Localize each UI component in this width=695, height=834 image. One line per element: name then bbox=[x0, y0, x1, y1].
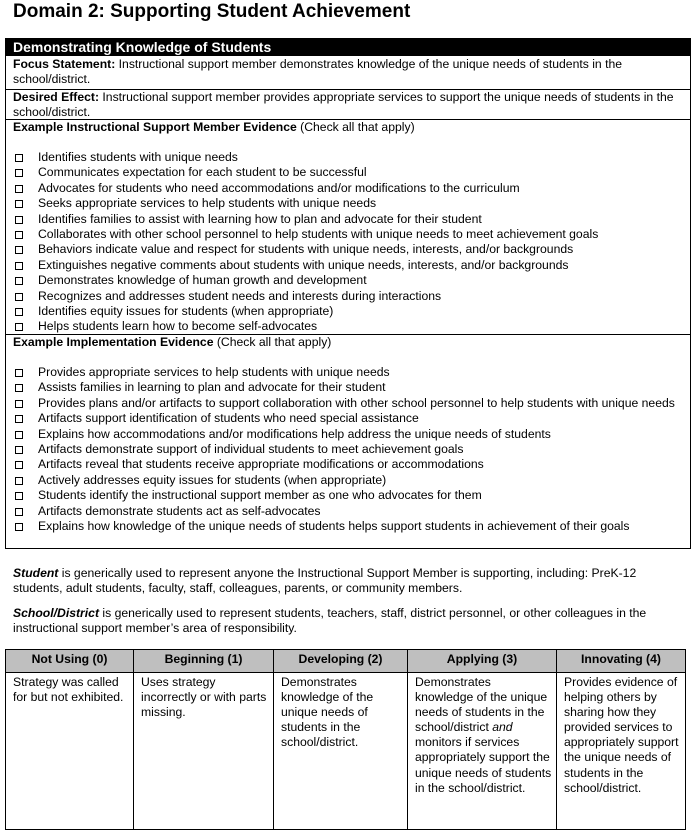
support-evidence-hint: (Check all that apply) bbox=[296, 120, 415, 134]
implementation-evidence-item bbox=[13, 504, 687, 519]
support-evidence-item bbox=[13, 227, 687, 242]
implementation-evidence-item bbox=[13, 427, 687, 442]
support-evidence-item bbox=[13, 289, 687, 304]
implementation-evidence-item bbox=[13, 411, 687, 426]
implementation-evidence-heading bbox=[13, 335, 685, 350]
scale-cell-beginning: Uses strategy incorrectly or with parts missing. bbox=[134, 673, 274, 830]
student-definition-text: is generically used to represent anyone the Instructional Support Member is supporting, including: PreK-12 students, adult students, faculty, staff, colleagues, parents, or community members. bbox=[13, 566, 637, 595]
evidence-checkbox[interactable] bbox=[15, 216, 23, 224]
desired-label: Desired Effect: bbox=[13, 90, 100, 104]
implementation-evidence-item bbox=[13, 396, 687, 411]
evidence-checkbox[interactable] bbox=[15, 477, 23, 485]
evidence-text: Actively addresses equity issues for students (when appropriate) bbox=[38, 472, 387, 487]
domain-title: Domain 2: Supporting Student Achievement bbox=[13, 1, 411, 22]
student-term: Student bbox=[13, 566, 59, 580]
support-evidence-item bbox=[13, 150, 687, 165]
support-evidence-item bbox=[13, 181, 687, 196]
evidence-checkbox[interactable] bbox=[15, 492, 23, 500]
focus-statement bbox=[13, 57, 685, 87]
implementation-evidence-item bbox=[13, 442, 687, 457]
evidence-text: Behaviors indicate value and respect for students with unique needs, interests, and/or backgrounds bbox=[38, 242, 574, 257]
support-evidence-item bbox=[13, 165, 687, 180]
scale-header-innovating: Innovating (4) bbox=[557, 650, 686, 673]
evidence-text: Artifacts reveal that students receive appropriate modifications or accommodations bbox=[38, 457, 484, 472]
evidence-text: Collaborates with other school personnel to help students with unique needs to meet achievement goals bbox=[38, 227, 599, 242]
support-evidence-item bbox=[13, 196, 687, 211]
evidence-checkbox[interactable] bbox=[15, 508, 23, 516]
evidence-text: Provides appropriate services to help students with unique needs bbox=[38, 365, 390, 379]
district-definition-text: is generically used to represent students, teachers, staff, district personnel, or other colleagues in the instructional support member’s area of responsibility. bbox=[13, 606, 647, 635]
evidence-text: Recognizes and addresses student needs and interests during interactions bbox=[38, 288, 442, 303]
applying-text-and: and bbox=[492, 720, 513, 735]
section-title: Demonstrating Knowledge of Students bbox=[6, 39, 690, 56]
desired-effect bbox=[13, 90, 685, 120]
evidence-text: Artifacts demonstrate students act as self-advocates bbox=[38, 503, 321, 518]
evidence-text: Helps students learn how to become self-advocates bbox=[38, 319, 318, 334]
implementation-evidence-hint: (Check all that apply) bbox=[213, 335, 332, 349]
evidence-text: Communicates expectation for each student to be successful bbox=[38, 165, 367, 180]
evidence-text: Identifies students with unique needs bbox=[38, 150, 238, 164]
support-evidence-item bbox=[13, 212, 687, 227]
evidence-checkbox[interactable] bbox=[15, 277, 23, 285]
evidence-text: Identifies equity issues for students (when appropriate) bbox=[38, 304, 334, 319]
evidence-checkbox[interactable] bbox=[15, 293, 23, 301]
district-definition bbox=[13, 606, 685, 636]
evidence-text: Provides plans and/or artifacts to support collaboration with other school personnel to help students with unique needs bbox=[38, 395, 675, 410]
evidence-checkbox[interactable] bbox=[15, 523, 23, 531]
evidence-text: Assists families in learning to plan and advocate for their student bbox=[38, 380, 386, 395]
scale-table bbox=[5, 649, 686, 830]
evidence-checkbox[interactable] bbox=[15, 369, 23, 377]
evidence-text: Explains how knowledge of the unique needs of students helps support students in achievement of their goals bbox=[38, 519, 630, 534]
evidence-checkbox[interactable] bbox=[15, 308, 23, 316]
evidence-text: Artifacts support identification of students who need special assistance bbox=[38, 411, 419, 426]
implementation-evidence-label: Example Implementation Evidence bbox=[13, 335, 214, 349]
focus-label: Focus Statement: bbox=[13, 57, 116, 71]
evidence-checkbox[interactable] bbox=[15, 154, 23, 162]
desired-text: Instructional support member provides appropriate services to support the unique needs of students in the school/district. bbox=[13, 90, 674, 119]
evidence-checkbox[interactable] bbox=[15, 446, 23, 454]
evidence-checkbox[interactable] bbox=[15, 185, 23, 193]
scale-cell-developing: Demonstrates knowledge of the unique needs of students in the school/district. bbox=[274, 673, 408, 830]
evidence-text: Explains how accommodations and/or modifications help address the unique needs of students bbox=[38, 426, 551, 441]
evidence-checkbox[interactable] bbox=[15, 231, 23, 239]
implementation-evidence-item bbox=[13, 473, 687, 488]
scale-header-developing: Developing (2) bbox=[274, 650, 408, 673]
evidence-text: Demonstrates knowledge of human growth and development bbox=[38, 273, 367, 288]
support-evidence-item bbox=[13, 258, 687, 273]
scale-cell-innovating: Provides evidence of helping others by sharing how they provided services to appropriately support the unique needs of students in the school/district. bbox=[557, 673, 686, 830]
scale-cell-applying bbox=[408, 673, 557, 830]
evidence-checkbox[interactable] bbox=[15, 431, 23, 439]
scale-header-beginning: Beginning (1) bbox=[134, 650, 274, 673]
scale-header-applying: Applying (3) bbox=[408, 650, 557, 673]
student-definition bbox=[13, 566, 685, 596]
district-term: School/District bbox=[13, 606, 100, 620]
implementation-evidence-item bbox=[13, 365, 687, 380]
focus-text: Instructional support member demonstrates knowledge of the unique needs of students in the school/district. bbox=[13, 57, 623, 86]
evidence-checkbox[interactable] bbox=[15, 384, 23, 392]
support-evidence-label: Example Instructional Support Member Evidence bbox=[13, 120, 297, 134]
implementation-evidence-item bbox=[13, 488, 687, 503]
support-evidence-item bbox=[13, 319, 687, 334]
evidence-text: Advocates for students who need accommodations and/or modifications to the curriculum bbox=[38, 180, 520, 195]
support-evidence-item bbox=[13, 242, 687, 257]
evidence-checkbox[interactable] bbox=[15, 262, 23, 270]
scale-descriptor-row bbox=[6, 673, 686, 830]
evidence-checkbox[interactable] bbox=[15, 169, 23, 177]
scale-header-row bbox=[6, 650, 686, 673]
evidence-text: Extinguishes negative comments about students with unique needs, interests, and/or backgrounds bbox=[38, 257, 569, 272]
evidence-text: Artifacts demonstrate support of individual students to meet achievement goals bbox=[38, 442, 464, 457]
support-evidence-heading bbox=[13, 120, 685, 135]
scale-cell-not-using: Strategy was called for but not exhibited. bbox=[6, 673, 134, 830]
support-evidence-item bbox=[13, 273, 687, 288]
evidence-checkbox[interactable] bbox=[15, 461, 23, 469]
implementation-evidence-item bbox=[13, 519, 687, 534]
evidence-checkbox[interactable] bbox=[15, 415, 23, 423]
applying-text-end: monitors if services appropriately support the unique needs of students in the school/district. bbox=[415, 735, 552, 795]
support-evidence-list bbox=[13, 150, 687, 335]
evidence-checkbox[interactable] bbox=[15, 400, 23, 408]
knowledge-of-students-box bbox=[5, 38, 691, 549]
applying-text-start: Demonstrates knowledge of the unique needs of students in the school/district bbox=[415, 675, 548, 735]
implementation-evidence-list bbox=[13, 365, 687, 534]
implementation-evidence-item bbox=[13, 457, 687, 472]
evidence-checkbox[interactable] bbox=[15, 200, 23, 208]
implementation-evidence-item bbox=[13, 380, 687, 395]
evidence-text: Students identify the instructional support member as one who advocates for them bbox=[38, 488, 482, 503]
evidence-checkbox[interactable] bbox=[15, 246, 23, 254]
support-evidence-item bbox=[13, 304, 687, 319]
evidence-text: Identifies families to assist with learning how to plan and advocate for their student bbox=[38, 211, 482, 226]
evidence-checkbox[interactable] bbox=[15, 323, 23, 331]
scale-header-not-using: Not Using (0) bbox=[6, 650, 134, 673]
evidence-text: Seeks appropriate services to help students with unique needs bbox=[38, 196, 377, 211]
